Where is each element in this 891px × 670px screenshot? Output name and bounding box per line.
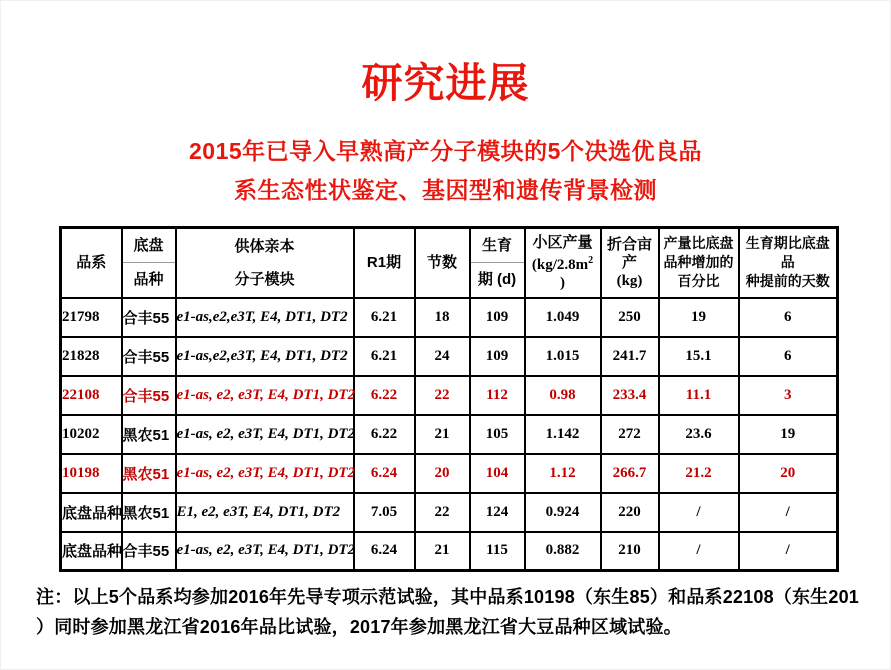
table-cell: 0.882 <box>525 532 601 571</box>
table-row <box>61 298 838 337</box>
table-header <box>61 228 838 298</box>
subtitle-line-2: 系生态性状鉴定、基因型和遗传背景检测 <box>234 177 657 203</box>
header-growth-period <box>470 228 525 298</box>
table-cell: 黑农51 <box>122 493 176 532</box>
table-cell: 105 <box>470 415 525 454</box>
table-cell: 1.015 <box>525 337 601 376</box>
table-cell: 合丰55 <box>122 337 176 376</box>
table-cell: 22 <box>415 493 470 532</box>
table-cell: 底盘品种 <box>61 493 122 532</box>
header-node-label: 节数 <box>426 253 457 271</box>
header-plot-yield-unit: ($kg/2.8m^2$ <box>531 254 594 273</box>
table-cell: 20 <box>739 454 838 493</box>
table-row <box>61 415 838 454</box>
table-cell: e1-as, e2, e3T, E4, DT1, DT2 <box>176 376 354 415</box>
header-line <box>61 228 122 298</box>
table-cell: 7.05 <box>354 493 415 532</box>
table-cell: / <box>739 532 838 571</box>
table-cell: 272 <box>601 415 659 454</box>
header-plot-yield-label: 小区产量 <box>532 233 593 251</box>
table-cell: 21 <box>415 532 470 571</box>
table-cell: 1.049 <box>525 298 601 337</box>
table-cell: 6.22 <box>354 376 415 415</box>
table-cell: 21.2 <box>659 454 739 493</box>
table-cell: 21798 <box>61 298 122 337</box>
table-cell: 6.24 <box>354 454 415 493</box>
table-cell: 6 <box>739 337 838 376</box>
table-cell: 21 <box>415 415 470 454</box>
table-cell: 6.21 <box>354 298 415 337</box>
header-variety: 品种 <box>133 271 164 289</box>
table-cell: 124 <box>470 493 525 532</box>
header-plot-yield-paren: ) <box>560 274 565 291</box>
table-cell: 0.924 <box>525 493 601 532</box>
table-cell: 250 <box>601 298 659 337</box>
table-cell: 0.98 <box>525 376 601 415</box>
table-cell: 黑农51 <box>122 415 176 454</box>
header-plot-yield <box>525 228 601 298</box>
header-yield-per-mu-unit: (kg) <box>616 272 643 289</box>
table-cell: 19 <box>659 298 739 337</box>
table-row <box>61 532 838 571</box>
header-growth-bottom: 期 (d) <box>477 271 517 289</box>
table-cell: / <box>659 493 739 532</box>
table-cell: 104 <box>470 454 525 493</box>
footnote-line-2: ）同时参加黑龙江省2016年品比试验，2017年参加黑龙江省大豆品种区域试验。 <box>36 617 682 637</box>
table-cell: 24 <box>415 337 470 376</box>
subtitle <box>1 132 890 210</box>
subtitle-line-1: 2015年已导入早熟高产分子模块的5个决选优良品 <box>189 138 702 164</box>
table-cell: 黑农51 <box>122 454 176 493</box>
table-cell: 20 <box>415 454 470 493</box>
table-cell: 23.6 <box>659 415 739 454</box>
header-r1-label: R1期 <box>366 253 402 271</box>
header-yield-per-mu <box>601 228 659 298</box>
table-row <box>61 376 838 415</box>
table-cell: 10202 <box>61 415 122 454</box>
table-cell: e1-as, e2, e3T, E4, DT1, DT2 <box>176 532 354 571</box>
table-cell: 19 <box>739 415 838 454</box>
footnote-line-1: 注：以上5个品系均参加2016年先导专项示范试验，其中品系10198（东生85）和品系22108（东生201 <box>36 587 860 607</box>
table-cell: 112 <box>470 376 525 415</box>
table-row <box>61 337 838 376</box>
table-cell: 6.22 <box>354 415 415 454</box>
table-cell: 15.1 <box>659 337 739 376</box>
table-cell: 109 <box>470 298 525 337</box>
table-row <box>61 493 838 532</box>
table-cell: 115 <box>470 532 525 571</box>
table-cell: 109 <box>470 337 525 376</box>
header-yield-increase-pct: 产量比底盘 品种增加的 百分比 <box>659 228 739 298</box>
page-title: 研究进展 <box>361 60 530 107</box>
table-cell: 18 <box>415 298 470 337</box>
table-cell: 233.4 <box>601 376 659 415</box>
table-cell: 底盘品种 <box>61 532 122 571</box>
table-cell: 220 <box>601 493 659 532</box>
table-cell: 10198 <box>61 454 122 493</box>
table-cell: 6.21 <box>354 337 415 376</box>
header-line-label: 品系 <box>76 253 107 271</box>
table-cell: 22 <box>415 376 470 415</box>
table-cell: 241.7 <box>601 337 659 376</box>
header-row <box>61 228 838 298</box>
header-donor-module <box>176 228 354 298</box>
table-cell: 合丰55 <box>122 298 176 337</box>
table-cell: 3 <box>739 376 838 415</box>
table-row <box>61 454 838 493</box>
table-cell: 1.12 <box>525 454 601 493</box>
table-cell: 合丰55 <box>122 376 176 415</box>
header-growth-top: 生育 <box>481 237 512 255</box>
table-cell: 合丰55 <box>122 532 176 571</box>
header-donor-parent: 供体亲本 <box>234 237 295 255</box>
footnote <box>36 582 859 642</box>
table-cell: 6.24 <box>354 532 415 571</box>
header-days-earlier: 生育期比底盘品 种提前的天数 <box>739 228 838 298</box>
table-cell: / <box>739 493 838 532</box>
table-cell: e1-as,e2,e3T, E4, DT1, DT2 <box>176 337 354 376</box>
header-node-count <box>415 228 470 298</box>
table-cell: e1-as, e2, e3T, E4, DT1, DT2 <box>176 454 354 493</box>
table-cell: 210 <box>601 532 659 571</box>
header-r1-stage <box>354 228 415 298</box>
header-molecular-module: 分子模块 <box>234 270 295 288</box>
table-cell: 6 <box>739 298 838 337</box>
table-cell: e1-as, e2, e3T, E4, DT1, DT2 <box>176 415 354 454</box>
header-chassis: 底盘 <box>133 237 164 255</box>
table-cell: E1, e2, e3T, E4, DT1, DT2 <box>176 493 354 532</box>
header-yield-per-mu-label: 折合亩产 <box>606 235 652 271</box>
table-cell: 11.1 <box>659 376 739 415</box>
table-cell: e1-as,e2,e3T, E4, DT1, DT2 <box>176 298 354 337</box>
results-table <box>59 226 839 572</box>
table-cell: 1.142 <box>525 415 601 454</box>
header-chassis-variety <box>122 228 176 298</box>
table-body <box>61 298 838 571</box>
table-cell: / <box>659 532 739 571</box>
table-cell: 22108 <box>61 376 122 415</box>
table-cell: 21828 <box>61 337 122 376</box>
table-cell: 266.7 <box>601 454 659 493</box>
